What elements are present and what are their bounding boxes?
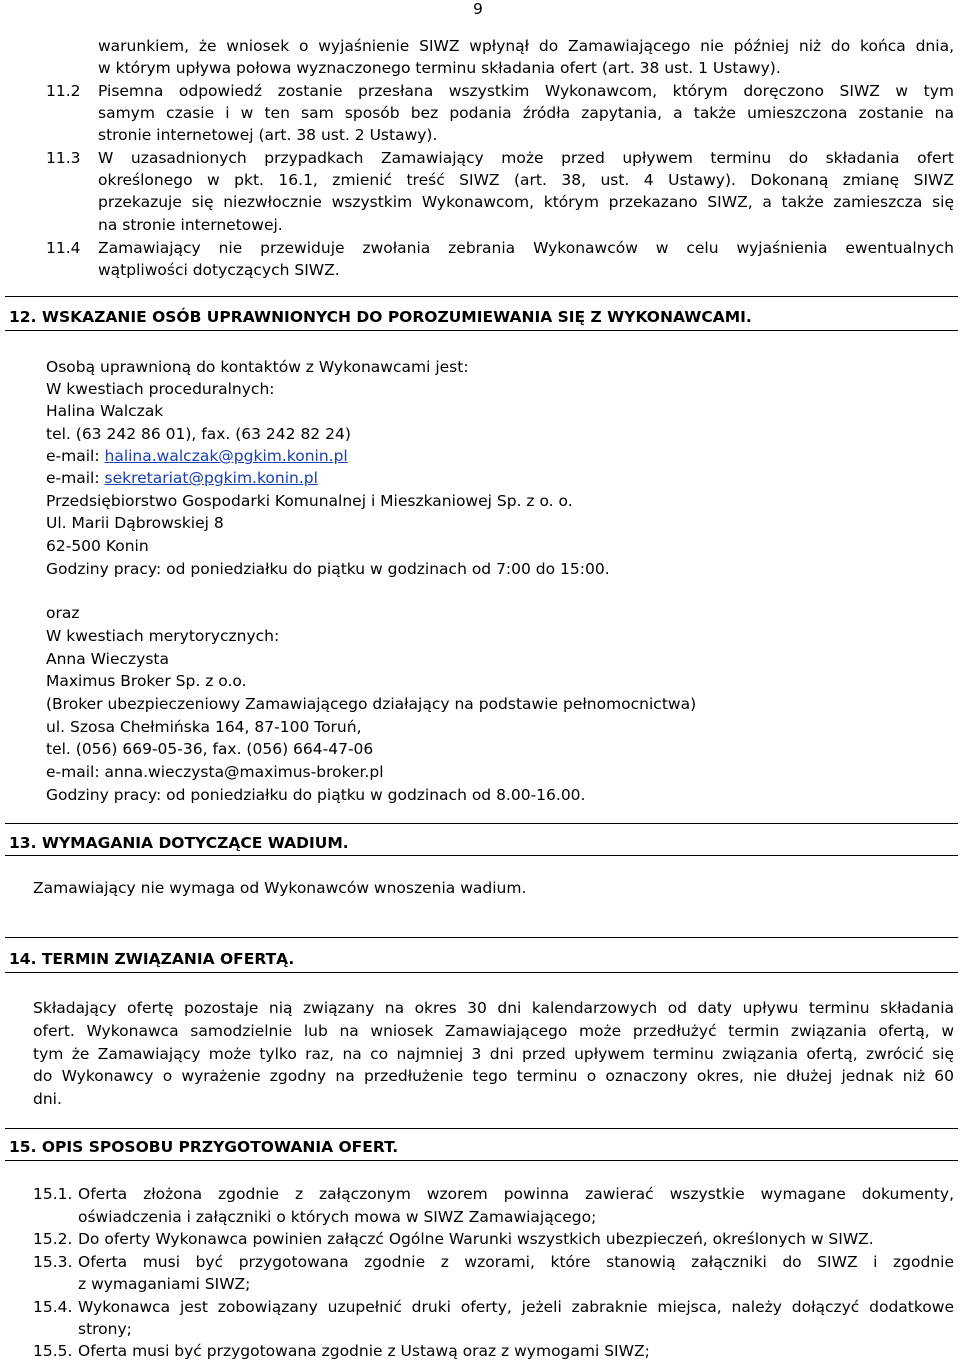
- section-divider: [5, 937, 958, 938]
- text-line: W uzasadnionych przypadkach Zamawiający może przed upływem terminu do składania ofert: [98, 149, 954, 167]
- text-line: Zamawiający nie przewiduje zwołania zebrania Wykonawców w celu wyjaśnienia ewentualnych: [98, 239, 954, 257]
- list-item-number: 15.5.: [33, 1342, 73, 1360]
- merit-hours: Godziny pracy: od poniedziałku do piątku w godzinach od 8.00-16.00.: [46, 786, 586, 804]
- list-item-number: 15.4.: [33, 1298, 73, 1316]
- email-link-sekretariat[interactable]: sekretariat@pgkim.konin.pl: [104, 469, 318, 487]
- merit-address: ul. Szosa Chełmińska 164, 87-100 Toruń,: [46, 718, 362, 736]
- text-line: Pisemna odpowiedź zostanie przesłana wszystkim Wykonawcom, którym doręczono SIWZ w tym: [98, 82, 954, 100]
- email-link-halina[interactable]: halina.walczak@pgkim.konin.pl: [104, 447, 348, 465]
- procedural-email-line: [46, 467, 318, 489]
- merit-phone: tel. (056) 669-05-36, fax. (056) 664-47-06: [46, 740, 374, 758]
- list-item-text: Oferta musi być przygotowana zgodnie z Ustawą oraz z wymogami SIWZ;: [78, 1342, 650, 1360]
- item-number: 11.4: [46, 239, 81, 257]
- text-line: stronie internetowej (art. 38 ust. 2 Ustawy).: [98, 126, 438, 144]
- procedural-hours: Godziny pracy: od poniedziałku do piątku w godzinach od 7:00 do 15:00.: [46, 560, 610, 578]
- wadium-text: Zamawiający nie wymaga od Wykonawców wnoszenia wadium.: [33, 879, 527, 897]
- list-item-text: Oferta złożona zgodnie z załączonym wzorem powinna zawierać wszystkie wymagane dokumenty,: [78, 1185, 954, 1203]
- text-line: przekazuje się niezwłocznie wszystkim Wykonawcom, którym przekazano SIWZ, a także zamieszcza się: [98, 193, 954, 211]
- text-line: warunkiem, że wniosek o wyjaśnienie SIWZ wpłynął do Zamawiającego nie później niż do końca dnia,: [98, 37, 954, 55]
- text-line: do Wykonawcy o wyrażenie zgodny na przedłużenie tego terminu o oznaczony okres, nie dłużej jednak niż 60: [33, 1067, 954, 1085]
- list-item-text: Do oferty Wykonawca powinien załączć Ogólne Warunki wszystkich ubezpieczeń, określonych w SIWZ.: [78, 1230, 874, 1248]
- list-item-text: Oferta musi być przygotowana zgodnie z wzorami, które stanowią załączniki do SIWZ i zgodnie: [78, 1253, 954, 1271]
- section-divider: [5, 1160, 958, 1161]
- section-divider: [5, 823, 958, 824]
- page-number: 9: [473, 0, 483, 18]
- merit-company: Maximus Broker Sp. z o.o.: [46, 672, 247, 690]
- section-divider: [5, 330, 958, 331]
- item-number: 11.2: [46, 82, 81, 100]
- section-divider: [5, 972, 958, 973]
- list-item-text: z wymaganiami SIWZ;: [78, 1275, 251, 1293]
- email-prefix: e-mail:: [46, 469, 105, 487]
- section-divider: [5, 296, 958, 297]
- text-line: samym czasie i w ten sam sposób bez podania źródła zapytania, a także umieszczona zostanie na: [98, 104, 954, 122]
- text-line: w którym upływa połowa wyznaczonego terminu składania ofert (art. 38 ust. 1 Ustawy).: [98, 59, 781, 77]
- text-line: Składający ofertę pozostaje nią związany na okres 30 dni kalendarzowych od daty upływu terminu składania: [33, 999, 954, 1017]
- merit-label: W kwestiach merytorycznych:: [46, 627, 280, 645]
- text-line: tym że Zamawiający może tylko raz, na co najmniej 3 dni przed upływem terminu związania ofertą, zwrócić się: [33, 1045, 954, 1063]
- procedural-name: Halina Walczak: [46, 402, 164, 420]
- list-item-text: Wykonawca jest zobowiązany uzupełnić druki oferty, jeżeli zabraknie miejsca, należy dołączyć dodatkowe: [78, 1298, 954, 1316]
- procedural-phone: tel. (63 242 86 01), fax. (63 242 82 24): [46, 425, 351, 443]
- procedural-email-line: [46, 445, 348, 467]
- list-item-number: 15.1.: [33, 1185, 73, 1203]
- text-line: określonego w pkt. 16.1, zmienić treść SIWZ (art. 38, ust. 4 Ustawy). Dokonaną zmianę SIWZ: [98, 171, 954, 189]
- section-divider: [5, 855, 958, 856]
- procedural-street: Ul. Marii Dąbrowskiej 8: [46, 514, 224, 532]
- merit-role: (Broker ubezpieczeniowy Zamawiającego działający na podstawie pełnomocnictwa): [46, 695, 697, 713]
- section-14-heading: 14. TERMIN ZWIĄZANIA OFERTĄ.: [9, 950, 295, 968]
- merit-name: Anna Wieczysta: [46, 650, 169, 668]
- merit-email: e-mail: anna.wieczysta@maximus-broker.pl: [46, 763, 384, 781]
- list-item-text: strony;: [78, 1320, 132, 1338]
- list-item-number: 15.2.: [33, 1230, 73, 1248]
- procedural-city: 62-500 Konin: [46, 537, 149, 555]
- procedural-company: Przedsiębiorstwo Gospodarki Komunalnej i Mieszkaniowej Sp. z o. o.: [46, 492, 573, 510]
- procedural-label: W kwestiach proceduralnych:: [46, 380, 275, 398]
- section-divider: [5, 1128, 958, 1129]
- list-item-number: 15.3.: [33, 1253, 73, 1271]
- text-line: ofert. Wykonawca samodzielnie lub na wniosek Zamawiającego może przedłużyć termin związania ofertą, w: [33, 1022, 954, 1040]
- text-line: dni.: [33, 1090, 62, 1108]
- item-number: 11.3: [46, 149, 81, 167]
- section-15-heading: 15. OPIS SPOSOBU PRZYGOTOWANIA OFERT.: [9, 1138, 399, 1156]
- text-line: na stronie internetowej.: [98, 216, 283, 234]
- list-item-text: oświadczenia i załączniki o których mowa w SIWZ Zamawiającego;: [78, 1208, 597, 1226]
- contact-intro: Osobą uprawnioną do kontaktów z Wykonawcami jest:: [46, 358, 469, 376]
- section-12-heading: 12. WSKAZANIE OSÓB UPRAWNIONYCH DO POROZUMIEWANIA SIĘ Z WYKONAWCAMI.: [9, 308, 752, 326]
- oraz-text: oraz: [46, 604, 80, 622]
- section-13-heading: 13. WYMAGANIA DOTYCZĄCE WADIUM.: [9, 834, 349, 852]
- email-prefix: e-mail:: [46, 447, 105, 465]
- text-line: wątpliwości dotyczących SIWZ.: [98, 261, 340, 279]
